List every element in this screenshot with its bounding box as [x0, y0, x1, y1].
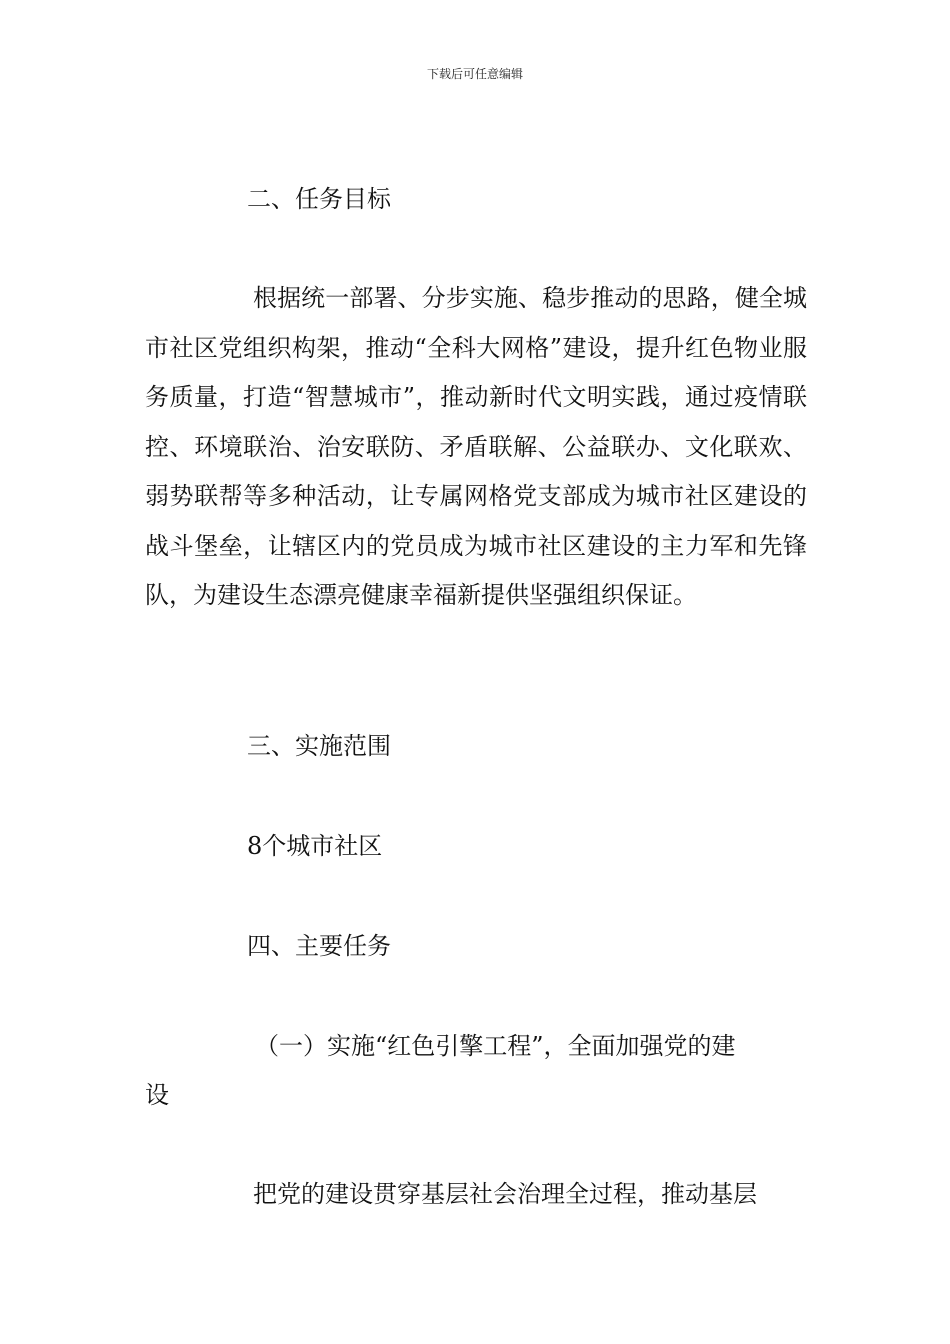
paragraph-party-building-start: 把党的建设贯穿基层社会治理全过程，推动基层	[253, 1180, 757, 1208]
paragraph-scope: 8个城市社区	[247, 832, 383, 860]
paragraph-task-goals: 根据统一部署、分步实施、稳步推动的思路，健全城市社区党组织构架，推动“全科大网格”建设，提升红色物业服务质量，打造“智慧城市”，推动新时代文明实践，通过疫情联控、环境联治、治安联防、矛盾联解、公益联办、文化联欢、弱势联帮等多种活动，让专属网格党支部成为城市社区建设的战斗堡垒，让辖区内的党员成为城市社区建设的主力军和先锋队，为建设生态漂亮健康幸福新提供坚强组织保证。	[145, 284, 807, 609]
page-header: 下载后可任意编辑	[426, 67, 523, 81]
subheading-red-engine-line1: （一）实施“红色引擎工程”，全面加强党的建	[255, 1032, 736, 1060]
section-heading-scope: 三、实施范围	[247, 732, 391, 760]
section-heading-main-tasks: 四、主要任务	[247, 932, 391, 960]
subheading-red-engine-line2: 设	[145, 1081, 169, 1109]
section-heading-task-goals: 二、任务目标	[247, 185, 391, 213]
